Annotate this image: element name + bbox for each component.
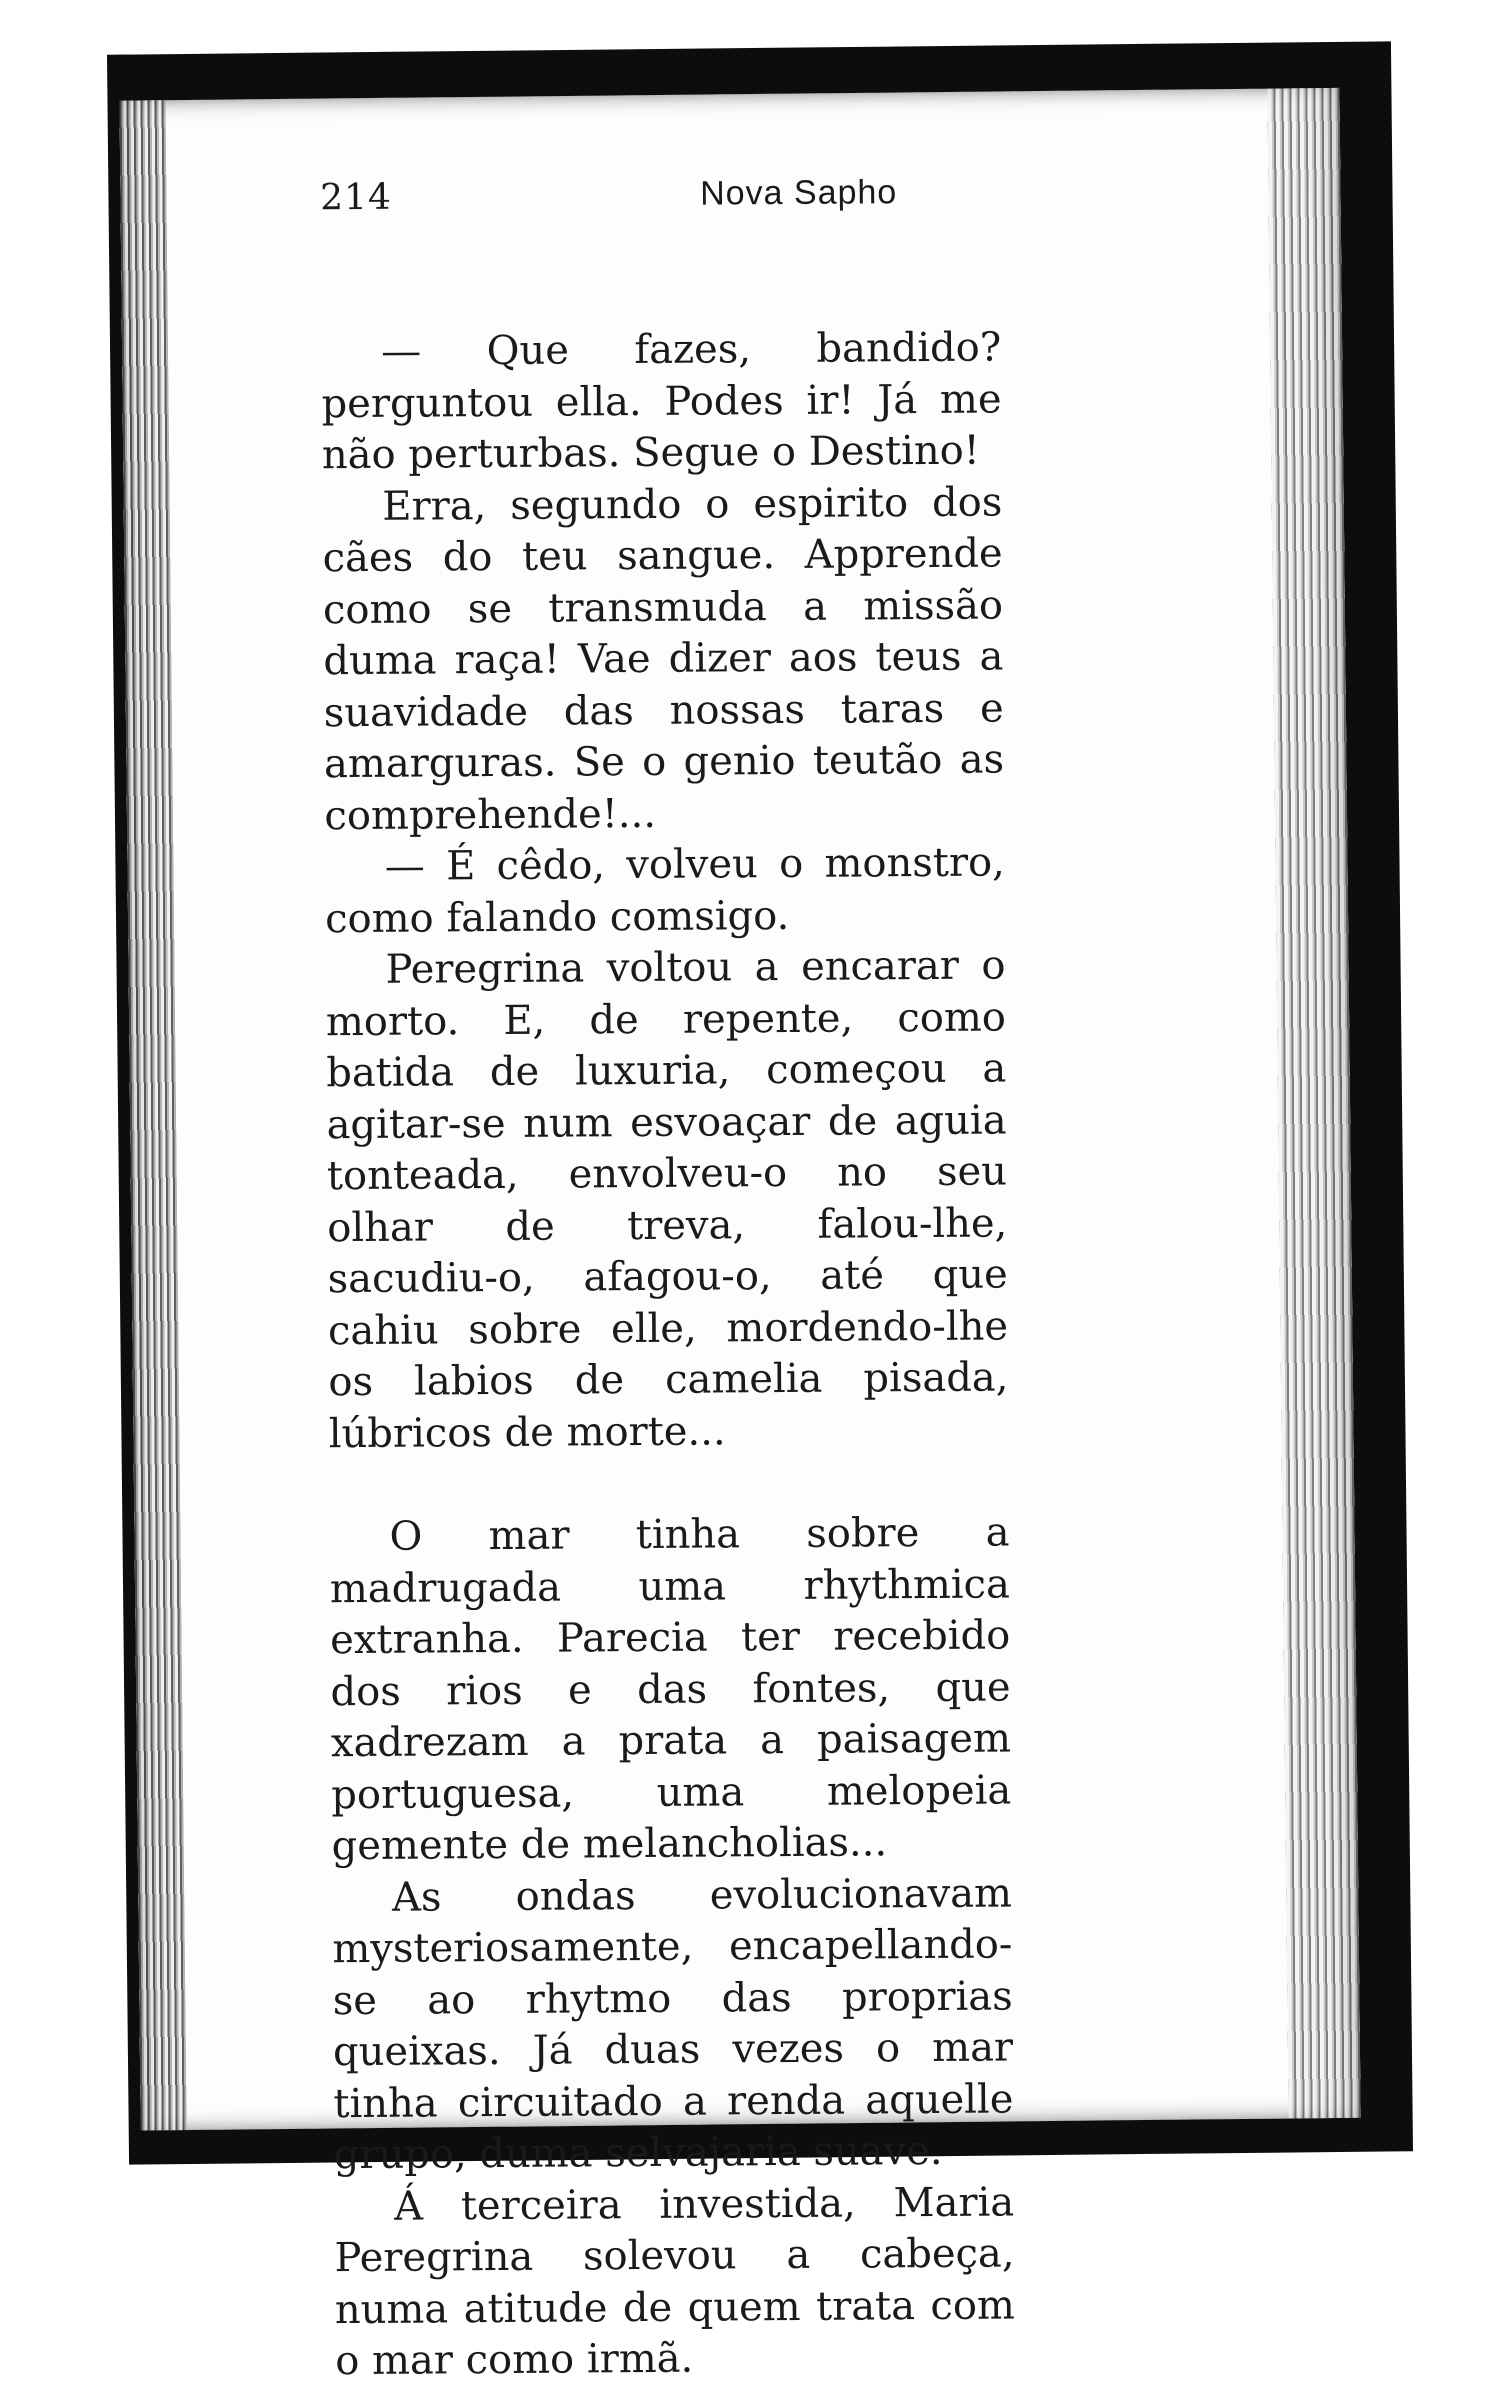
paragraph-erra: Erra, segundo o espirito dos cães do teu sangue. Apprende como se transmuda a missão duma raça! Vae dizer aos teus a suavidade das nossas taras e amarguras. Se o genio teutão as comprehende!... — [322, 478, 1005, 839]
paragraph-mar: O mar tinha sobre a madrugada uma rhythmica extranha. Parecia ter recebido dos rios e das fontes, que xadrezam a prata a paisagem portuguesa, uma melopeia gemente de melancholias... — [329, 1509, 1012, 1870]
paragraph-peregrina: Peregrina voltou a encarar o morto. E, de repente, como batida de luxuria, começou a agitar-se num esvoaçar de aguia tonteada, envolveu-o no seu olhar de treva, falou-lhe, sacudiu-o, afagou-o, até que cahiu sobre elle, mordendo-lhe os labios de camelia pisada, lúbricos de morte... — [325, 942, 1009, 1457]
page-number: 214 — [319, 176, 393, 219]
book-title: Nova Sapho — [699, 173, 898, 213]
binding-shadow-right — [1267, 88, 1360, 2119]
running-head — [210, 170, 1310, 238]
binding-shadow-left — [119, 100, 186, 2130]
body-text — [321, 322, 1015, 2387]
page-content — [210, 170, 1310, 2385]
paragraph-ondas: As ondas evolucionavam mysteriosamente, encapellando-se ao rhytmo das proprias queixas. Já duas vezes o mar tinha circuitado a renda aquelle grupo, duma selvajaria suave. — [332, 1869, 1014, 2179]
paragraph-terceira: Á terceira investida, Maria Peregrina solevou a cabeça, numa atitude de quem trata com o mar como irmã. — [334, 2178, 1016, 2385]
section-break — [329, 1455, 1009, 1512]
paragraph-dialogue-1: — Que fazes, bandido? perguntou ella. Podes ir! Já me não perturbas. Segue o Destino! — [321, 324, 1002, 479]
paragraph-dialogue-2: — É cêdo, volveu o monstro, como falando comsigo. — [325, 839, 1005, 942]
